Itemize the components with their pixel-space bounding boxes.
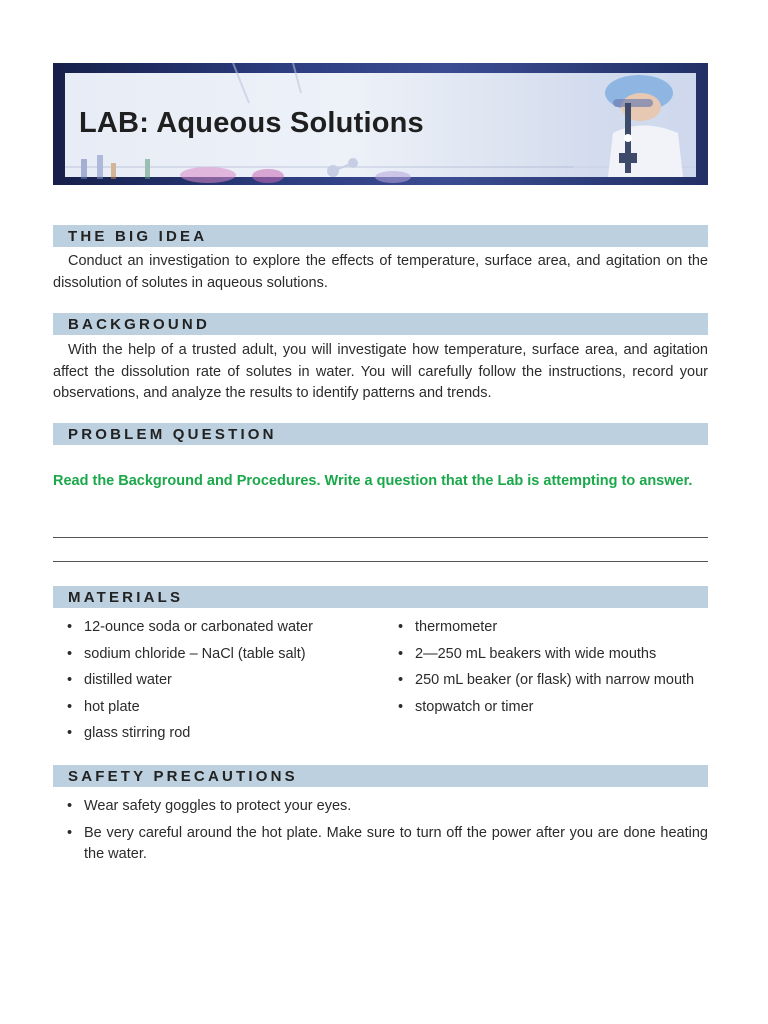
list-item: • thermometer <box>398 617 708 638</box>
list-item: • stopwatch or timer <box>398 697 708 718</box>
list-item: • Be very careful around the hot plate. Make sure to turn off the power after you are done heating the water. <box>67 823 708 865</box>
list-item: • glass stirring rod <box>67 723 387 744</box>
list-item: • Wear safety goggles to protect your eyes. <box>67 796 708 817</box>
big-idea-text: Conduct an investigation to explore the effects of temperature, surface area, and agitation on the dissolution of solutes in aqueous solutions. <box>53 253 708 291</box>
section-heading: THE BIG IDEA <box>68 228 208 245</box>
materials-list-right <box>398 617 708 723</box>
section-header-background <box>53 313 708 335</box>
section-header-safety <box>53 765 708 787</box>
list-item: • hot plate <box>67 697 387 718</box>
problem-question-prompt: Read the Background and Procedures. Write a question that the Lab is attempting to answer. <box>53 473 693 489</box>
section-header-materials <box>53 586 708 608</box>
page-title: LAB: Aqueous Solutions <box>79 107 424 139</box>
list-item: • distilled water <box>67 670 387 691</box>
answer-line-1[interactable] <box>53 537 708 538</box>
safety-list <box>67 796 708 870</box>
answer-line-2[interactable] <box>53 561 708 562</box>
section-heading: SAFETY PRECAUTIONS <box>68 768 298 785</box>
section-heading: PROBLEM QUESTION <box>68 426 277 443</box>
title-banner <box>53 63 708 185</box>
section-heading: MATERIALS <box>68 589 184 606</box>
list-item: • 250 mL beaker (or flask) with narrow mouth <box>398 670 708 691</box>
section-heading: BACKGROUND <box>68 316 210 333</box>
background-text: With the help of a trusted adult, you will investigate how temperature, surface area, and agitation affect the dissolution rate of solutes in water. You will carefully follow the instructions, record your observations, and analyze the results to identify patterns and trends. <box>53 342 708 401</box>
list-item: • sodium chloride – NaCl (table salt) <box>67 644 387 665</box>
list-item: • 2—250 mL beakers with wide mouths <box>398 644 708 665</box>
section-header-big-idea <box>53 225 708 247</box>
materials-list-left <box>67 617 387 750</box>
section-header-problem-question <box>53 423 708 445</box>
list-item: • 12-ounce soda or carbonated water <box>67 617 387 638</box>
